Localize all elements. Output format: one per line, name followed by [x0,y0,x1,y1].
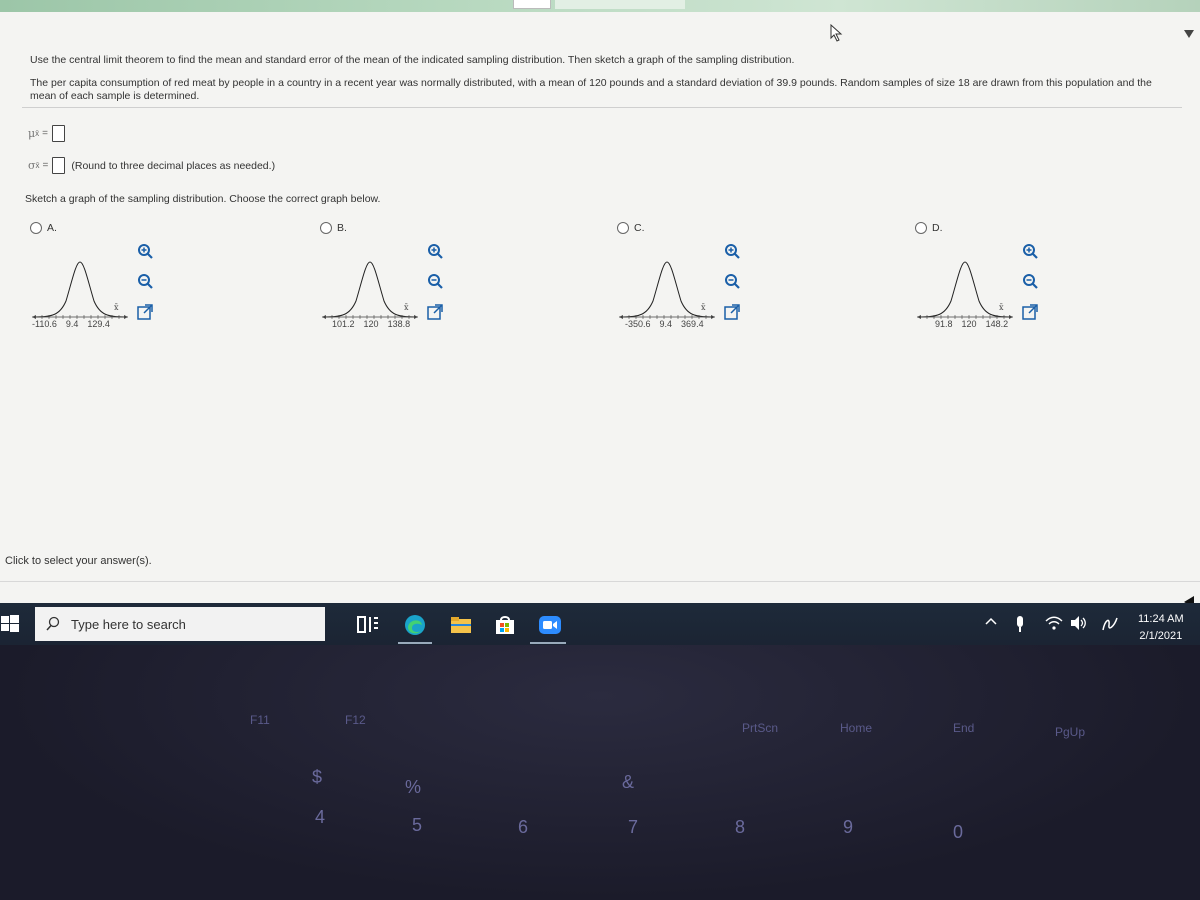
option-a-label[interactable] [30,222,57,234]
tick-label: 129.4 [87,319,110,329]
keyboard-key: % [405,777,422,797]
store-icon[interactable] [493,613,517,637]
zoom-out-icon[interactable] [1020,272,1040,292]
mu-subscript: x̄ [35,129,40,138]
option-b-letter: B. [337,222,347,234]
edge-browser-icon[interactable] [403,613,427,637]
keyboard-key: 0 [953,822,964,842]
option-a-graph [30,257,130,327]
mean-answer-row [28,125,65,142]
tick-label: 120 [961,319,977,329]
keyboard-key: 5 [412,815,423,835]
option-c-tools [722,242,742,332]
zoom-app-icon[interactable] [538,613,562,637]
option-a[interactable] [30,222,220,352]
sigma-subscript: x̄ [35,161,40,170]
standard-error-answer-field[interactable] [52,157,65,174]
keyboard-key: 6 [518,817,529,837]
option-b-graph [320,257,420,327]
option-b-tools [425,242,445,332]
microphone-icon[interactable] [1015,615,1025,633]
option-a-radio[interactable] [30,222,42,234]
tick-label: 138.8 [387,319,411,329]
option-d[interactable] [915,222,1105,352]
chevron-up-icon[interactable] [985,615,997,629]
divider [22,107,1182,108]
problem-text: The per capita consumption of red meat by people in a country in a recent year was normally distributed, with a mean of 120 pounds and a standard deviation of 39.9 pounds. Random samples of size 18 are drawn from this population and the mean of each sample is determined. [30,77,1152,102]
tick-label: 101.2 [332,319,355,329]
tick-label: 9.4 [659,319,673,329]
option-d-label[interactable] [915,222,943,234]
keyboard-key: 4 [315,807,326,827]
keyboard-key: Home [840,721,873,735]
windows-taskbar [0,603,1200,645]
zoom-in-icon[interactable] [135,242,155,262]
option-a-letter: A. [47,222,57,234]
option-c-label[interactable] [617,222,645,234]
question-panel [0,12,1200,602]
zoom-in-icon[interactable] [425,242,445,262]
keyboard-key: 9 [843,817,854,837]
option-d-ticks [935,319,1008,329]
option-a-axis-label: x̄ [114,303,119,312]
option-b-label[interactable] [320,222,347,234]
speaker-icon[interactable] [1069,615,1087,631]
task-view-icon[interactable] [356,613,380,637]
file-explorer-icon[interactable] [449,613,473,637]
divider [0,581,1200,582]
keyboard-key: F11 [250,713,270,727]
standard-error-answer-row [28,157,275,174]
browser-tab[interactable] [555,0,685,9]
option-c-ticks [625,319,704,329]
keyboard-key: 7 [628,817,639,837]
option-d-tools [1020,242,1040,332]
browser-tab[interactable] [513,0,551,9]
search-icon [45,616,61,632]
keyboard-key: PgUp [1055,725,1086,739]
option-c-axis-label: x̄ [701,303,706,312]
sketch-prompt: Sketch a graph of the sampling distribution. Choose the correct graph below. [25,193,381,205]
option-d-axis-label: x̄ [999,303,1004,312]
mu-symbol: μ [28,127,36,140]
option-c[interactable] [617,222,807,352]
click-hint: Click to select your answer(s). [5,555,152,567]
windows-start-icon[interactable] [0,614,20,634]
option-a-tools [135,242,155,332]
keyboard-key: End [953,721,975,735]
option-c-radio[interactable] [617,222,629,234]
tick-label: 9.4 [65,319,79,329]
option-b[interactable] [320,222,510,352]
mu-equals: = [42,128,48,139]
clock-date: 2/1/2021 [1139,630,1183,642]
option-b-axis-label: x̄ [404,303,409,312]
pen-ink-icon[interactable] [1100,615,1120,633]
clock-time: 11:24 AM [1138,613,1184,625]
keyboard-key: F12 [345,713,366,727]
option-b-ticks [332,319,410,329]
zoom-in-icon[interactable] [722,242,742,262]
option-b-radio[interactable] [320,222,332,234]
option-a-ticks [32,319,110,329]
open-new-window-icon[interactable] [722,302,742,322]
browser-top-bar [0,0,1200,12]
zoom-in-icon[interactable] [1020,242,1040,262]
taskbar-search[interactable] [35,607,325,641]
tick-label: -110.6 [32,319,57,329]
system-clock[interactable] [1138,611,1184,645]
option-c-graph [617,257,717,327]
open-new-window-icon[interactable] [425,302,445,322]
tick-label: 148.2 [985,319,1009,329]
search-input[interactable] [71,617,311,632]
laptop-keyboard [0,645,1200,900]
sigma-equals: = [42,160,49,171]
option-d-graph [915,257,1015,327]
tick-label: 120 [363,319,379,329]
wifi-icon[interactable] [1045,615,1063,631]
active-indicator [530,642,566,644]
option-c-letter: C. [634,222,645,234]
sigma-symbol: σ [28,159,36,172]
active-indicator [398,642,432,644]
zoom-out-icon[interactable] [722,272,742,292]
option-d-letter: D. [932,222,943,234]
keyboard-key: PrtScn [742,721,779,735]
keyboard-key: 8 [735,817,746,837]
open-new-window-icon[interactable] [1020,302,1040,322]
zoom-out-icon[interactable] [425,272,445,292]
tick-label: 369.4 [681,319,704,329]
instruction-text: Use the central limit theorem to find the mean and standard error of the mean of the indicated sampling distribution. Then sketch a graph of the sampling distribution. [30,54,795,66]
tick-label: 91.8 [935,319,953,329]
zoom-out-icon[interactable] [135,272,155,292]
mean-answer-field[interactable] [52,125,65,142]
open-new-window-icon[interactable] [135,302,155,322]
tick-label: -350.6 [625,319,651,329]
option-d-radio[interactable] [915,222,927,234]
round-note: (Round to three decimal places as needed.) [71,159,276,172]
keyboard-key: & [622,772,635,792]
keyboard-key: $ [312,767,323,787]
